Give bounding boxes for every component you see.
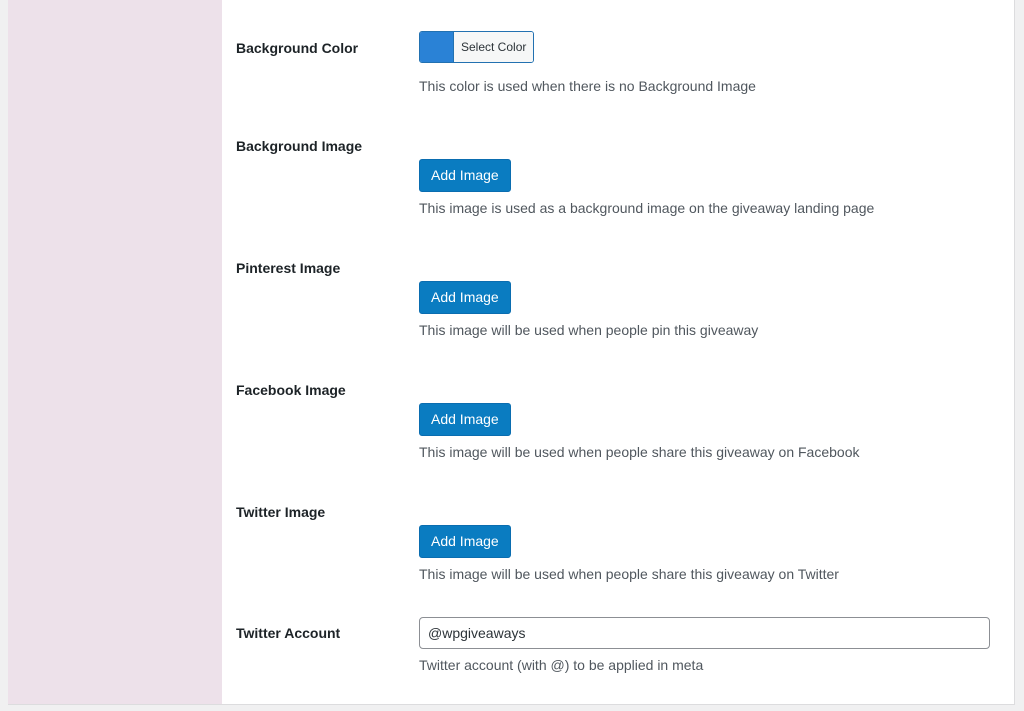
background-color-description: This color is used when there is no Background Image: [419, 78, 756, 94]
color-swatch[interactable]: [420, 32, 453, 62]
facebook-image-label: Facebook Image: [236, 382, 346, 398]
twitter-image-add-button[interactable]: Add Image: [419, 525, 511, 558]
select-color-label[interactable]: Select Color: [453, 32, 533, 62]
facebook-image-add-button[interactable]: Add Image: [419, 403, 511, 436]
twitter-account-description: Twitter account (with @) to be applied in meta: [419, 657, 704, 673]
pinterest-image-label: Pinterest Image: [236, 260, 341, 276]
twitter-account-input[interactable]: [419, 617, 990, 649]
pinterest-image-add-button[interactable]: Add Image: [419, 281, 511, 314]
twitter-image-label: Twitter Image: [236, 504, 326, 520]
settings-panel: [8, 0, 1015, 705]
background-image-label: Background Image: [236, 138, 363, 154]
background-image-add-button[interactable]: Add Image: [419, 159, 511, 192]
twitter-image-description: This image will be used when people share this giveaway on Twitter: [419, 566, 839, 582]
pinterest-image-description: This image will be used when people pin this giveaway: [419, 322, 759, 338]
sidebar: [8, 0, 222, 704]
twitter-account-label: Twitter Account: [236, 625, 341, 641]
background-color-picker[interactable]: [419, 31, 534, 63]
color-picker-button[interactable]: [419, 31, 534, 63]
facebook-image-description: This image will be used when people share this giveaway on Facebook: [419, 444, 860, 460]
background-image-description: This image is used as a background image on the giveaway landing page: [419, 200, 875, 216]
background-color-label: Background Color: [236, 40, 359, 56]
settings-form: [222, 0, 1014, 704]
